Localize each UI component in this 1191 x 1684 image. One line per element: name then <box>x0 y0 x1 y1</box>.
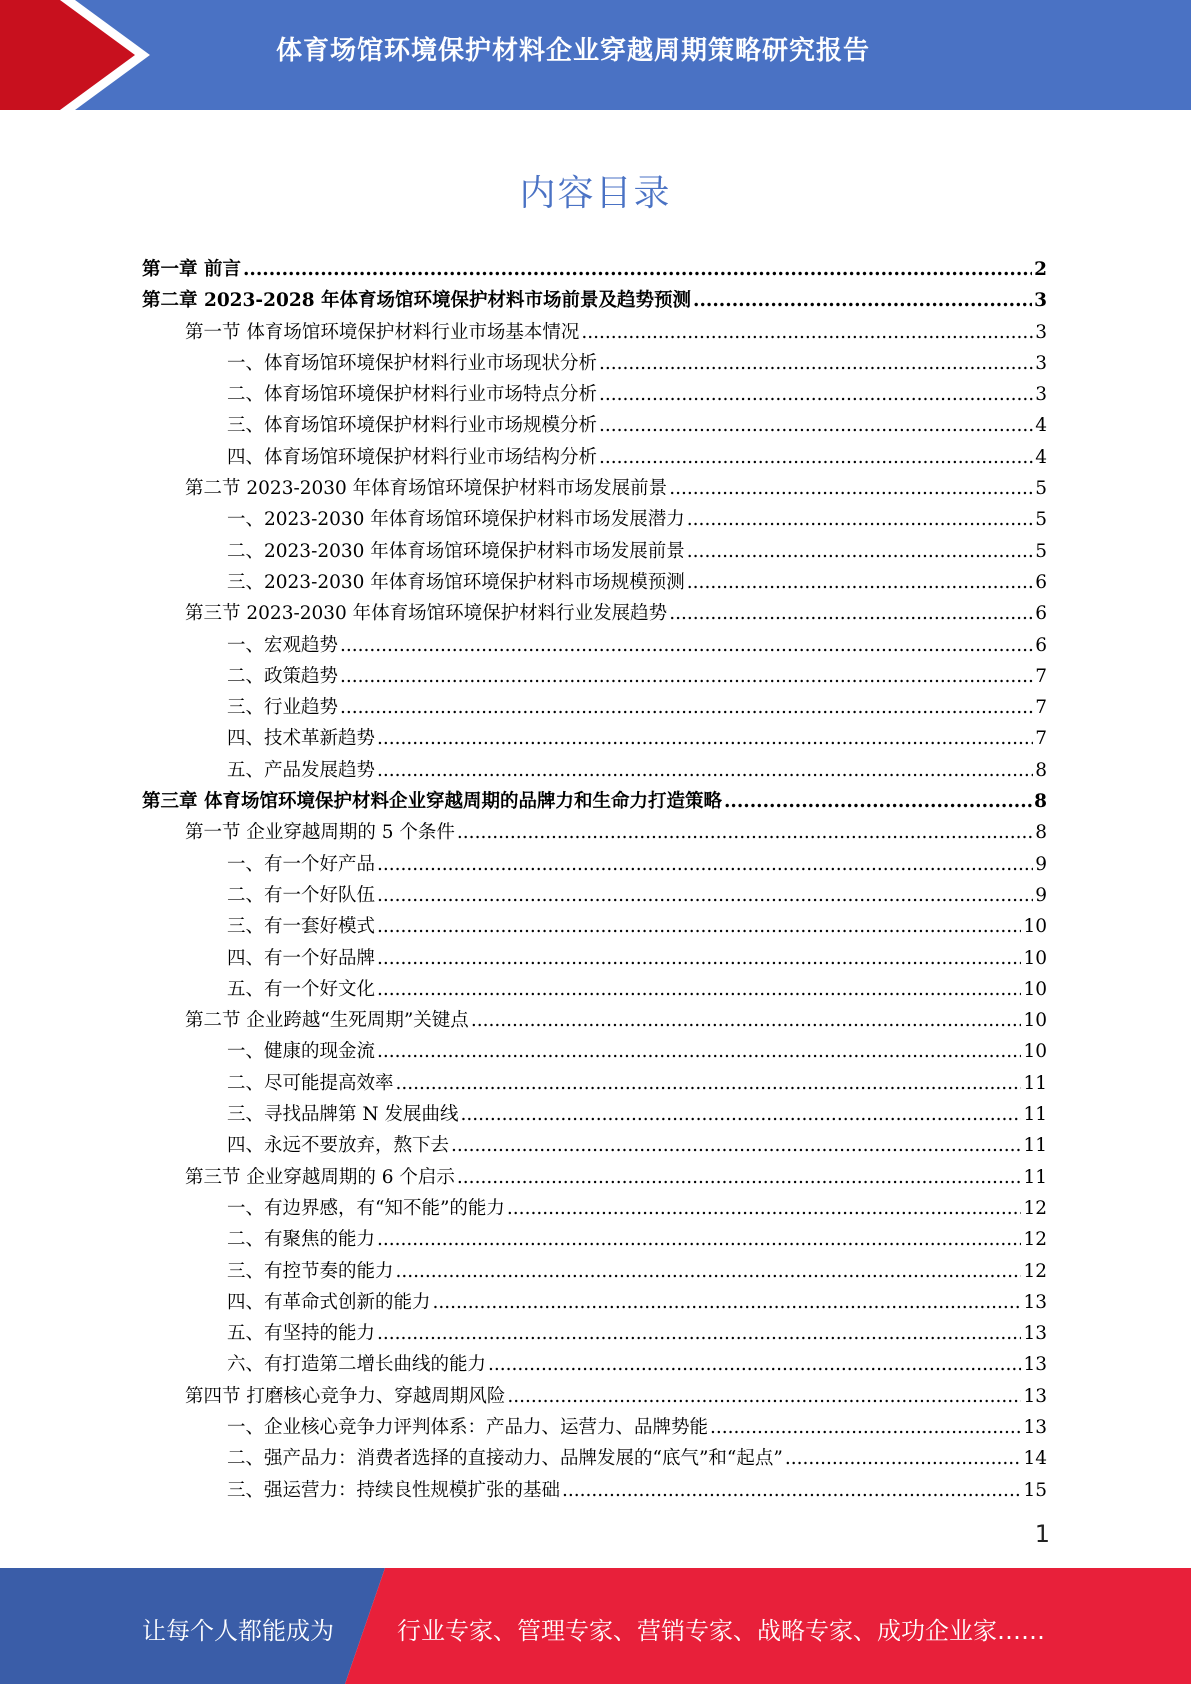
toc-leader-dots <box>669 473 1033 504</box>
toc-leader-dots <box>599 442 1033 473</box>
toc-leader-dots <box>243 254 1032 285</box>
toc-entry[interactable] <box>0 567 1191 598</box>
toc-entry-page: 6 <box>1035 634 1047 656</box>
toc-entry-title: 第三节 2023-2030 年体育场馆环境保护材料行业发展趋势 <box>185 603 668 625</box>
toc-leader-dots <box>457 817 1033 848</box>
toc-leader-dots <box>340 692 1033 723</box>
toc-entry[interactable] <box>0 880 1191 911</box>
toc-entry[interactable] <box>0 1224 1191 1255</box>
toc-entry-page: 13 <box>1023 1323 1047 1345</box>
toc-leader-dots <box>377 1224 1021 1255</box>
toc-entry-title: 三、有控节奏的能力 <box>227 1260 394 1282</box>
toc-entry-title: 第一节 企业穿越周期的 5 个条件 <box>185 822 455 844</box>
toc-entry-title: 三、体育场馆环境保护材料行业市场规模分析 <box>227 415 598 437</box>
toc-entry-title: 五、有坚持的能力 <box>227 1323 376 1345</box>
toc-entry[interactable] <box>0 630 1191 661</box>
report-title: 体育场馆环境保护材料企业穿越周期策略研究报告 <box>276 36 871 66</box>
toc-entry-page: 12 <box>1023 1229 1047 1251</box>
toc-entry-title: 六、有打造第二增长曲线的能力 <box>227 1354 487 1376</box>
toc-entry[interactable] <box>0 1130 1191 1161</box>
toc-entry-page: 11 <box>1023 1166 1047 1188</box>
toc-entry-page: 13 <box>1023 1354 1047 1376</box>
toc-leader-dots <box>599 348 1033 379</box>
toc-leader-dots <box>669 598 1033 629</box>
toc-leader-dots <box>451 1130 1021 1161</box>
toc-entry-title: 第二章 2023-2028 年体育场馆环境保护材料市场前景及趋势预测 <box>142 290 692 312</box>
page-number: 1 <box>1034 1520 1050 1548</box>
toc-entry-page: 10 <box>1023 1041 1047 1063</box>
toc-leader-dots <box>693 285 1032 316</box>
toc-entry-title: 一、企业核心竞争力评判体系：产品力、运营力、品牌势能 <box>227 1416 709 1438</box>
toc-entry[interactable] <box>0 1193 1191 1224</box>
toc-leader-dots <box>396 1256 1022 1287</box>
toc-entry-title: 四、技术革新趋势 <box>227 728 376 750</box>
toc-entry-page: 7 <box>1035 697 1047 719</box>
toc-entry[interactable] <box>0 1287 1191 1318</box>
toc-leader-dots <box>396 1068 1022 1099</box>
toc-entry[interactable] <box>0 254 1191 285</box>
report-header <box>0 0 1191 110</box>
toc-entry-page: 8 <box>1035 759 1047 781</box>
toc-entry-page: 15 <box>1023 1479 1047 1501</box>
toc-entry-title: 三、有一套好模式 <box>227 916 376 938</box>
toc-entry-title: 一、有一个好产品 <box>227 853 376 875</box>
toc-leader-dots <box>377 755 1033 786</box>
toc-entry-title: 第一节 体育场馆环境保护材料行业市场基本情况 <box>185 321 580 343</box>
toc-entry[interactable] <box>0 911 1191 942</box>
toc-leader-dots <box>710 1412 1021 1443</box>
table-of-contents <box>0 254 1191 1506</box>
toc-entry-title: 一、2023-2030 年体育场馆环境保护材料市场发展潜力 <box>227 509 685 531</box>
toc-entry[interactable] <box>0 974 1191 1005</box>
toc-entry[interactable] <box>0 1381 1191 1412</box>
toc-entry[interactable] <box>0 410 1191 441</box>
toc-leader-dots <box>581 317 1033 348</box>
toc-leader-dots <box>507 1193 1022 1224</box>
toc-entry[interactable] <box>0 317 1191 348</box>
toc-entry-page: 8 <box>1035 822 1047 844</box>
toc-entry-page: 4 <box>1035 446 1047 468</box>
toc-leader-dots <box>457 1162 1022 1193</box>
toc-leader-dots <box>687 536 1033 567</box>
toc-leader-dots <box>377 723 1033 754</box>
toc-entry-title: 一、健康的现金流 <box>227 1041 376 1063</box>
toc-entry-page: 11 <box>1023 1135 1047 1157</box>
toc-leader-dots <box>340 661 1033 692</box>
toc-entry-title: 第二节 企业跨越“生死周期”关键点 <box>185 1010 469 1032</box>
toc-entry[interactable] <box>0 442 1191 473</box>
toc-leader-dots <box>460 1099 1021 1130</box>
toc-entry[interactable] <box>0 504 1191 535</box>
toc-leader-dots <box>377 1036 1021 1067</box>
toc-entry-page: 11 <box>1023 1104 1047 1126</box>
toc-entry-page: 10 <box>1023 978 1047 1000</box>
toc-entry-page: 10 <box>1023 916 1047 938</box>
toc-entry-page: 3 <box>1035 384 1047 406</box>
toc-entry[interactable] <box>0 692 1191 723</box>
toc-entry[interactable] <box>0 755 1191 786</box>
toc-entry[interactable] <box>0 598 1191 629</box>
toc-entry-page: 3 <box>1035 352 1047 374</box>
toc-leader-dots <box>377 943 1021 974</box>
toc-leader-dots <box>687 504 1033 535</box>
toc-entry[interactable] <box>0 1036 1191 1067</box>
toc-entry-title: 二、有聚焦的能力 <box>227 1229 376 1251</box>
toc-entry[interactable] <box>0 1443 1191 1474</box>
toc-entry-page: 7 <box>1035 728 1047 750</box>
toc-entry-page: 6 <box>1035 603 1047 625</box>
toc-leader-dots <box>377 849 1033 880</box>
toc-entry-title: 二、2023-2030 年体育场馆环境保护材料市场发展前景 <box>227 540 685 562</box>
toc-entry[interactable] <box>0 786 1191 817</box>
toc-entry-title: 三、行业趋势 <box>227 697 339 719</box>
toc-entry[interactable] <box>0 661 1191 692</box>
toc-leader-dots <box>687 567 1033 598</box>
toc-entry[interactable] <box>0 1005 1191 1036</box>
toc-entry-title: 一、体育场馆环境保护材料行业市场现状分析 <box>227 352 598 374</box>
toc-entry[interactable] <box>0 1318 1191 1349</box>
toc-entry-title: 二、体育场馆环境保护材料行业市场特点分析 <box>227 384 598 406</box>
toc-entry[interactable] <box>0 849 1191 880</box>
toc-entry-page: 5 <box>1035 478 1047 500</box>
toc-leader-dots <box>340 630 1033 661</box>
toc-entry[interactable] <box>0 285 1191 316</box>
toc-entry[interactable] <box>0 348 1191 379</box>
footer-slogan-left: 让每个人都能成为 <box>142 1617 334 1645</box>
toc-leader-dots <box>599 410 1033 441</box>
toc-entry-title: 四、有革命式创新的能力 <box>227 1291 431 1313</box>
toc-entry-title: 二、政策趋势 <box>227 665 339 687</box>
toc-leader-dots <box>377 880 1033 911</box>
toc-entry[interactable] <box>0 817 1191 848</box>
toc-entry[interactable] <box>0 1068 1191 1099</box>
toc-entry-page: 8 <box>1034 791 1047 813</box>
toc-entry-title: 第四节 打磨核心竞争力、穿越周期风险 <box>185 1385 506 1407</box>
toc-entry[interactable] <box>0 1349 1191 1380</box>
toc-entry-page: 14 <box>1023 1448 1047 1470</box>
toc-entry-page: 9 <box>1035 853 1047 875</box>
toc-leader-dots <box>599 379 1033 410</box>
toc-leader-dots <box>488 1349 1021 1380</box>
toc-title: 内容目录 <box>519 173 672 214</box>
toc-entry[interactable] <box>0 1475 1191 1506</box>
footer-slogan-right: 行业专家、管理专家、营销专家、战略专家、成功企业家…… <box>397 1617 1045 1645</box>
toc-entry[interactable] <box>0 943 1191 974</box>
toc-entry-page: 11 <box>1023 1072 1047 1094</box>
toc-entry-title: 三、强运营力：持续良性规模扩张的基础 <box>227 1479 561 1501</box>
toc-leader-dots <box>433 1287 1022 1318</box>
toc-entry-page: 5 <box>1035 540 1047 562</box>
toc-entry-page: 6 <box>1035 571 1047 593</box>
toc-entry[interactable] <box>0 1099 1191 1130</box>
toc-entry-title: 二、尽可能提高效率 <box>227 1072 394 1094</box>
toc-entry-page: 5 <box>1035 509 1047 531</box>
toc-entry-title: 五、有一个好文化 <box>227 978 376 1000</box>
toc-entry-page: 13 <box>1023 1291 1047 1313</box>
toc-entry[interactable] <box>0 723 1191 754</box>
toc-entry-page: 12 <box>1023 1197 1047 1219</box>
toc-entry-page: 10 <box>1023 947 1047 969</box>
toc-entry-title: 二、有一个好队伍 <box>227 884 376 906</box>
toc-entry-page: 13 <box>1023 1385 1047 1407</box>
toc-entry-title: 第三节 企业穿越周期的 6 个启示 <box>185 1166 455 1188</box>
toc-entry-title: 一、有边界感，有“知不能”的能力 <box>227 1197 505 1219</box>
toc-leader-dots <box>724 786 1032 817</box>
footer-banner <box>0 1568 1191 1684</box>
toc-entry-page: 4 <box>1035 415 1047 437</box>
toc-entry[interactable] <box>0 473 1191 504</box>
toc-entry-title: 四、有一个好品牌 <box>227 947 376 969</box>
toc-leader-dots <box>377 974 1021 1005</box>
toc-entry-title: 四、体育场馆环境保护材料行业市场结构分析 <box>227 446 598 468</box>
toc-entry-title: 三、2023-2030 年体育场馆环境保护材料市场规模预测 <box>227 571 685 593</box>
toc-leader-dots <box>377 1318 1021 1349</box>
toc-entry[interactable] <box>0 379 1191 410</box>
toc-entry-page: 10 <box>1023 1010 1047 1032</box>
toc-leader-dots <box>562 1475 1021 1506</box>
toc-entry-page: 3 <box>1034 290 1047 312</box>
toc-entry-title: 第二节 2023-2030 年体育场馆环境保护材料市场发展前景 <box>185 478 668 500</box>
toc-entry[interactable] <box>0 1256 1191 1287</box>
toc-leader-dots <box>377 911 1021 942</box>
toc-entry-page: 13 <box>1023 1416 1047 1438</box>
toc-entry-title: 五、产品发展趋势 <box>227 759 376 781</box>
toc-entry-page: 3 <box>1035 321 1047 343</box>
toc-entry-title: 三、寻找品牌第 N 发展曲线 <box>227 1104 459 1126</box>
toc-leader-dots <box>471 1005 1022 1036</box>
toc-entry-title: 第一章 前言 <box>142 259 241 280</box>
toc-entry-title: 四、永远不要放弃，熬下去 <box>227 1135 450 1157</box>
toc-leader-dots <box>785 1443 1022 1474</box>
toc-entry-title: 一、宏观趋势 <box>227 634 339 656</box>
toc-entry-page: 7 <box>1035 665 1047 687</box>
red-arrow-emblem <box>0 0 150 110</box>
toc-entry-title: 第三章 体育场馆环境保护材料企业穿越周期的品牌力和生命力打造策略 <box>142 791 722 813</box>
toc-entry-page: 2 <box>1034 259 1047 280</box>
toc-entry[interactable] <box>0 1162 1191 1193</box>
toc-entry[interactable] <box>0 536 1191 567</box>
toc-entry[interactable] <box>0 1412 1191 1443</box>
toc-entry-title: 二、强产品力：消费者选择的直接动力、品牌发展的“底气”和“起点” <box>227 1448 783 1470</box>
toc-entry-page: 9 <box>1035 884 1047 906</box>
toc-entry-page: 12 <box>1023 1260 1047 1282</box>
toc-leader-dots <box>507 1381 1021 1412</box>
